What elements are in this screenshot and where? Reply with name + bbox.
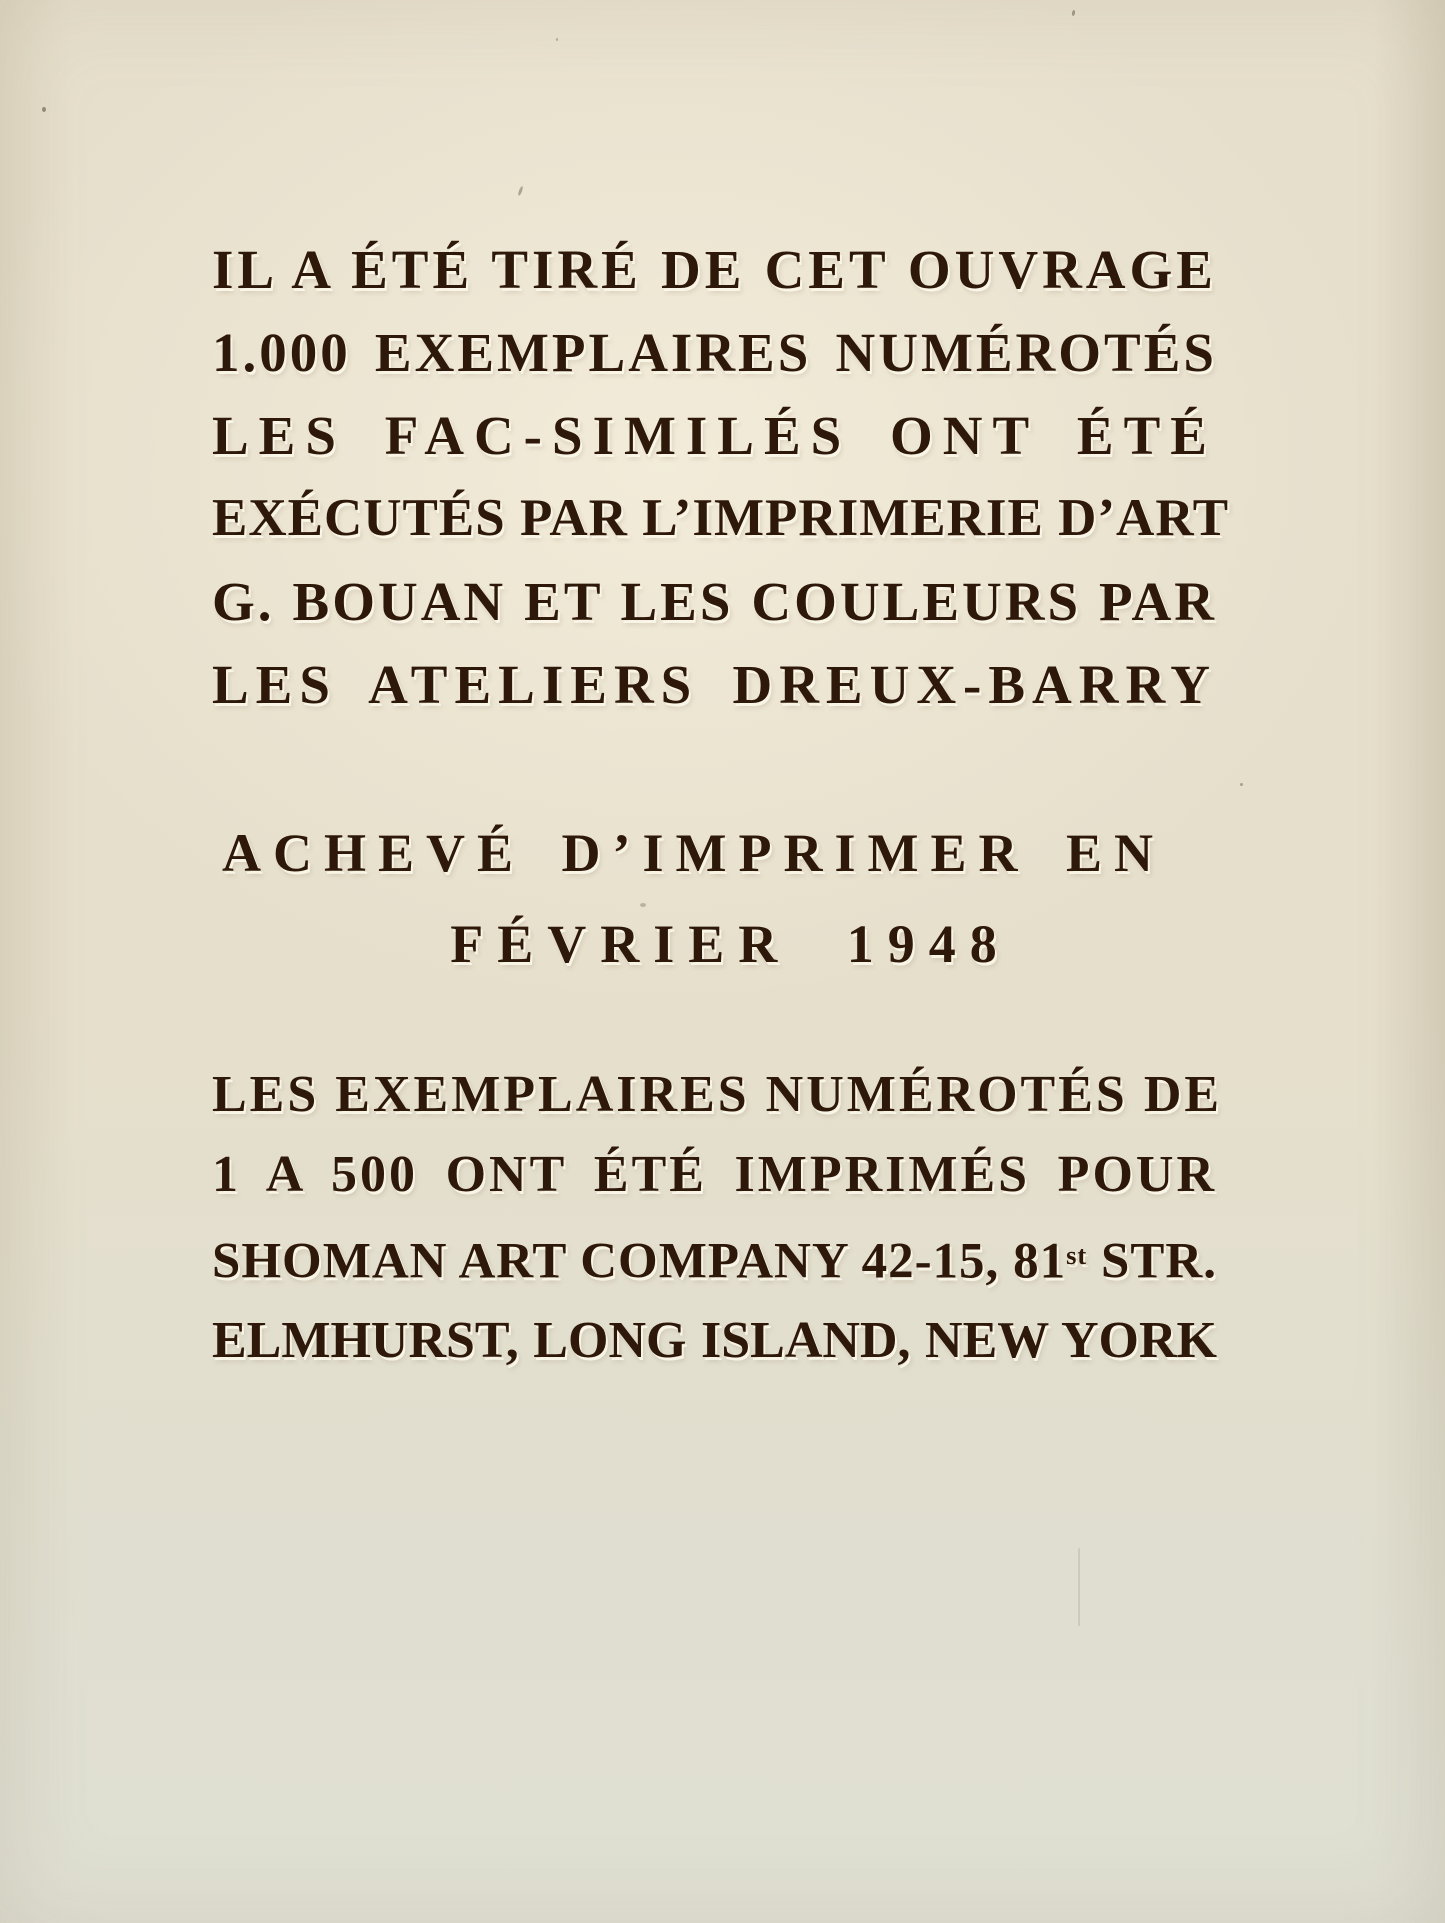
paper-speck [1072, 10, 1076, 16]
paper-speck [640, 903, 646, 907]
colophon-line [212, 394, 1217, 477]
text-segment: 1.000 EXEMPLAIRES NUMÉROTÉS [212, 322, 1217, 383]
text-segment: ELMHURST, LONG ISLAND, NEW YORK [212, 1312, 1217, 1370]
text-segment: 1 A 500 ONT ÉTÉ IMPRIMÉS POUR [212, 1146, 1217, 1203]
colophon-line [212, 1135, 1217, 1215]
paper-speck [42, 107, 46, 112]
paragraph-numbered-copies-statement [212, 1055, 1223, 1381]
paper-speck [1240, 783, 1243, 786]
colophon-text [212, 228, 1230, 1381]
colophon-line [212, 228, 1217, 311]
text-segment: IL A ÉTÉ TIRÉ DE CET OUVRAGE [212, 239, 1217, 300]
paper-speck [1078, 1548, 1080, 1626]
colophon-line [212, 1215, 1217, 1301]
text-segment: LES ATELIERS DREUX-BARRY [212, 654, 1217, 715]
paper-speck [556, 38, 558, 41]
colophon-line [212, 808, 1217, 899]
colophon-line [212, 311, 1217, 394]
text-segment: LES FAC-SIMILÉS ONT ÉTÉ [212, 405, 1217, 466]
colophon-line [212, 643, 1217, 726]
text-segment: SHOMAN ART COMPANY 42-15, 81 [212, 1233, 1067, 1290]
colophon-line [212, 1055, 1223, 1135]
text-segment: STR. [1087, 1233, 1217, 1290]
ordinal-superscript: st [1066, 1240, 1088, 1270]
text-segment: LES EXEMPLAIRES NUMÉROTÉS DE [212, 1066, 1223, 1123]
text-segment: FÉVRIER 1948 [450, 914, 1011, 974]
colophon-line [212, 1301, 1217, 1381]
colophon-line [212, 899, 1217, 990]
text-segment: ACHEVÉ D’IMPRIMER EN [222, 823, 1165, 883]
paper-speck [517, 186, 523, 196]
colophon-line [212, 477, 1230, 560]
paragraph-printing-date [212, 808, 1217, 990]
paragraph-edition-statement [212, 228, 1230, 726]
text-segment: G. BOUAN ET LES COULEURS PAR [212, 571, 1217, 632]
colophon-line [212, 560, 1217, 643]
text-segment: EXÉCUTÉS PAR L’IMPRIMERIE D’ART [212, 489, 1230, 547]
